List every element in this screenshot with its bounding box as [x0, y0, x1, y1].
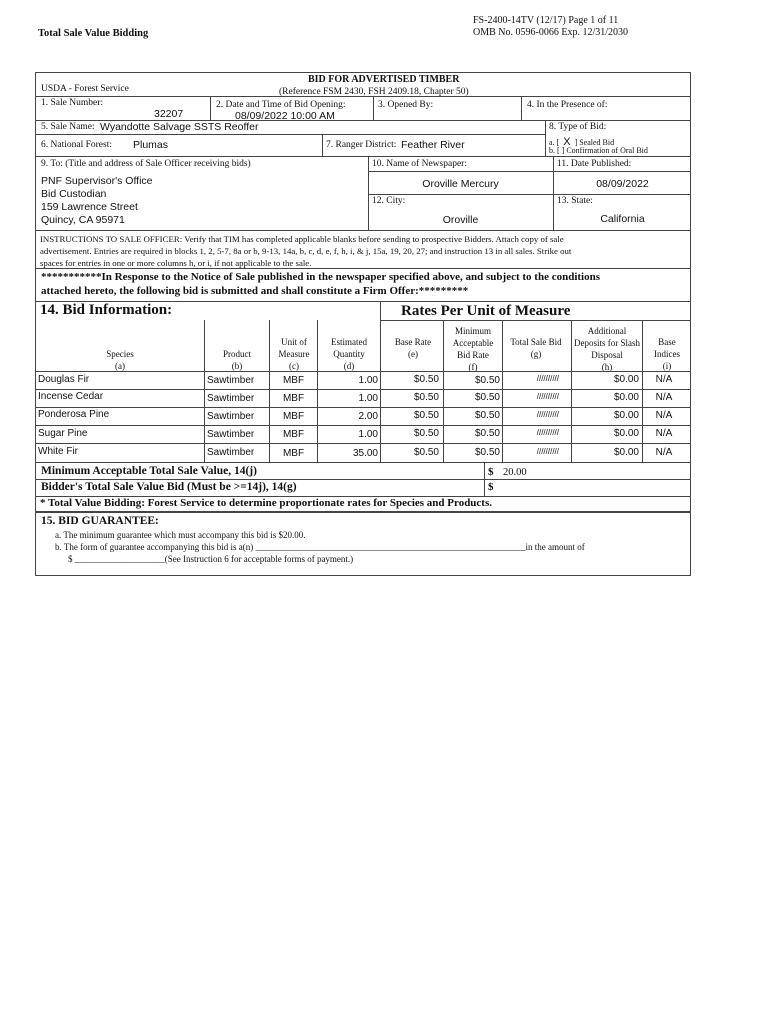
- bid-opening-label: 2. Date and Time of Bid Opening:: [216, 100, 346, 110]
- min-rate-cell[interactable]: $0.50: [474, 375, 500, 386]
- guarantee-line-c[interactable]: $ ____________________(See Instruction 6 for acceptable forms of payment.): [68, 554, 354, 564]
- col-deposits-label: Additional Deposits for Slash Disposal: [574, 326, 640, 360]
- instructions-line-2: advertisement. Entries are required in blocks 1, 2, 5-7, 8a or b, 9-13, 14a, b, c, d, e, f, h, i, & j, 15a, 19, 20, 27; and instruction 13 in all sales. Strike out: [40, 246, 572, 256]
- forest-field[interactable]: Plumas: [133, 139, 169, 151]
- col-product-label: Product: [223, 349, 251, 359]
- address-line-2[interactable]: Bid Custodian: [41, 188, 107, 200]
- deposit-cell[interactable]: $0.00: [613, 392, 639, 403]
- col-species-label: Species: [106, 349, 134, 359]
- species-cell[interactable]: Sugar Pine: [38, 428, 88, 439]
- col-unit-header: [271, 336, 317, 372]
- sealed-bid-check[interactable]: X: [563, 136, 571, 148]
- form-reference: (Reference FSM 2430, FSH 2409.18, Chapter 50): [279, 87, 469, 97]
- col-product-key: (b): [231, 361, 243, 371]
- base-rate-cell[interactable]: $0.50: [413, 447, 439, 458]
- min-total-label: Minimum Acceptable Total Sale Value, 14(j): [41, 465, 257, 477]
- form-heading: BID FOR ADVERTISED TIMBER: [308, 74, 460, 85]
- deposit-cell[interactable]: $0.00: [613, 447, 639, 458]
- species-cell[interactable]: Douglas Fir: [38, 374, 90, 385]
- quantity-cell[interactable]: 2.00: [358, 411, 378, 422]
- total-value-note: * Total Value Bidding: Forest Service to determine proportionate rates for Species and Products.: [40, 497, 493, 509]
- total-bid-cell[interactable]: //////////: [536, 392, 559, 401]
- address-line-4[interactable]: Quincy, CA 95971: [41, 214, 125, 226]
- newspaper-field[interactable]: Oroville Mercury: [422, 178, 499, 190]
- min-rate-cell[interactable]: $0.50: [474, 392, 500, 403]
- min-total-value: 20.00: [503, 467, 527, 478]
- deposit-cell[interactable]: $0.00: [613, 374, 639, 385]
- product-cell[interactable]: Sawtimber: [207, 375, 255, 386]
- min-total-dollar: $: [488, 466, 494, 478]
- form-id: FS-2400-14TV (12/17) Page 1 of 11: [473, 15, 619, 26]
- min-rate-cell[interactable]: $0.50: [474, 447, 500, 458]
- address-line-1[interactable]: PNF Supervisor's Office: [41, 175, 153, 187]
- indices-cell[interactable]: N/A: [655, 447, 673, 458]
- col-deposits-header: [574, 325, 640, 373]
- col-indices-label: Base Indices: [654, 337, 680, 359]
- quantity-cell[interactable]: 1.00: [358, 375, 378, 386]
- quantity-cell[interactable]: 1.00: [358, 429, 378, 440]
- presence-label: 4. In the Presence of:: [527, 100, 608, 110]
- bidder-total-dollar: $: [488, 481, 494, 493]
- base-rate-cell[interactable]: $0.50: [413, 392, 439, 403]
- species-cell[interactable]: Ponderosa Pine: [38, 409, 110, 420]
- min-rate-cell[interactable]: $0.50: [474, 428, 500, 439]
- omb-number: OMB No. 0596-0066 Exp. 12/31/2030: [473, 27, 628, 38]
- ranger-label: 7. Ranger District:: [326, 140, 397, 150]
- document-title: Total Sale Value Bidding: [38, 28, 149, 39]
- col-quantity-key: (d): [343, 361, 355, 371]
- product-cell[interactable]: Sawtimber: [207, 393, 255, 404]
- col-deposits-key: (h): [601, 362, 613, 372]
- col-min-rate-key: (f): [468, 362, 478, 372]
- sale-number-field[interactable]: 32207: [154, 108, 184, 120]
- col-unit-key: (c): [289, 361, 299, 371]
- deposit-cell[interactable]: $0.00: [613, 428, 639, 439]
- product-cell[interactable]: Sawtimber: [207, 411, 255, 422]
- bid-opening-field[interactable]: 08/09/2022 10:00 AM: [235, 110, 335, 122]
- unit-cell[interactable]: MBF: [282, 375, 305, 386]
- date-published-field[interactable]: 08/09/2022: [596, 178, 649, 190]
- indices-cell[interactable]: N/A: [655, 374, 673, 385]
- col-base-rate-header: [393, 336, 433, 360]
- unit-cell[interactable]: MBF: [282, 448, 305, 459]
- response-line-2: attached hereto, the following bid is submitted and shall constitute a Firm Offer:*********: [41, 285, 469, 297]
- species-cell[interactable]: White Fir: [38, 446, 78, 457]
- col-quantity-label: Estimated Quantity: [331, 337, 367, 359]
- species-cell[interactable]: Incense Cedar: [38, 391, 104, 402]
- indices-cell[interactable]: N/A: [655, 428, 673, 439]
- product-cell[interactable]: Sawtimber: [207, 447, 255, 458]
- col-total-header: [508, 336, 564, 360]
- total-bid-cell[interactable]: //////////: [536, 447, 559, 456]
- date-published-label: 11. Date Published:: [557, 159, 632, 169]
- type-bid-label: 8. Type of Bid:: [549, 122, 607, 132]
- col-total-key: (g): [530, 349, 542, 359]
- sealed-bid-prefix: a. [: [549, 138, 560, 147]
- col-base-rate-label: Base Rate: [394, 337, 432, 347]
- indices-cell[interactable]: N/A: [655, 392, 673, 403]
- base-rate-cell[interactable]: $0.50: [413, 374, 439, 385]
- total-bid-cell[interactable]: //////////: [536, 374, 559, 383]
- response-line-1: ***********In Response to the Notice of Sale published in the newspaper specified above, and subject to the conditions: [41, 271, 601, 283]
- col-min-rate-header: [446, 325, 500, 373]
- rates-title: Rates Per Unit of Measure: [401, 303, 571, 319]
- to-label: 9. To: (Title and address of Sale Officer receiving bids): [41, 159, 251, 169]
- ranger-field[interactable]: Feather River: [401, 139, 465, 151]
- sale-name-label: 5. Sale Name:: [41, 122, 95, 132]
- col-species-key: (a): [115, 361, 125, 371]
- city-label: 12. City:: [372, 196, 406, 206]
- guarantee-line-a: a. The minimum guarantee which must accompany this bid is $20.00.: [55, 530, 306, 540]
- guarantee-title: 15. BID GUARANTEE:: [41, 515, 159, 527]
- sale-number-label: 1. Sale Number:: [41, 98, 104, 108]
- indices-cell[interactable]: N/A: [655, 410, 673, 421]
- col-min-rate-label: Minimum Acceptable Bid Rate: [452, 326, 494, 360]
- address-line-3[interactable]: 159 Lawrence Street: [41, 201, 138, 213]
- sealed-bid-label: ] Sealed Bid: [574, 138, 615, 147]
- bid-section-title: 14. Bid Information:: [40, 302, 173, 318]
- col-quantity-header: [320, 336, 378, 372]
- quantity-cell[interactable]: 1.00: [358, 393, 378, 404]
- base-rate-cell[interactable]: $0.50: [413, 410, 439, 421]
- col-unit-label: Unit of Measure: [278, 337, 310, 359]
- quantity-cell[interactable]: 35.00: [352, 448, 378, 459]
- unit-cell[interactable]: MBF: [282, 411, 305, 422]
- unit-cell[interactable]: MBF: [282, 429, 305, 440]
- city-field[interactable]: Oroville: [442, 214, 479, 226]
- agency: USDA - Forest Service: [41, 84, 129, 94]
- state-field[interactable]: California: [600, 213, 645, 225]
- state-label: 13. State:: [557, 196, 593, 206]
- product-cell[interactable]: Sawtimber: [207, 429, 255, 440]
- total-bid-cell[interactable]: //////////: [536, 410, 559, 419]
- newspaper-label: 10. Name of Newspaper:: [372, 159, 467, 169]
- bidder-total-input[interactable]: [498, 481, 678, 494]
- oral-bid-option[interactable]: b. [ ] Confirmation of Oral Bid: [549, 146, 648, 155]
- col-total-label: Total Sale Bid: [510, 337, 562, 347]
- min-rate-cell[interactable]: $0.50: [474, 410, 500, 421]
- col-indices-header: [646, 336, 688, 372]
- total-bid-cell[interactable]: //////////: [536, 428, 559, 437]
- guarantee-line-b[interactable]: b. The form of guarantee accompanying this bid is a(n) ____________________________________________________________in the amount of: [55, 542, 585, 552]
- opened-by-label: 3. Opened By:: [378, 100, 434, 110]
- col-base-rate-key: (e): [408, 349, 418, 359]
- instructions-line-1: INSTRUCTIONS TO SALE OFFICER: Verify that TIM has completed applicable blanks before sending to prospective Bidders. Attach copy of sale: [40, 234, 564, 244]
- col-species-header: [36, 348, 204, 372]
- col-product-header: [205, 348, 269, 372]
- instructions-line-3: spaces for entries in one or more columns h, or i, if not applicable to the sale.: [40, 258, 312, 268]
- deposit-cell[interactable]: $0.00: [613, 410, 639, 421]
- sale-name-field[interactable]: Wyandotte Salvage SSTS Reoffer: [100, 121, 259, 133]
- forest-label: 6. National Forest:: [41, 140, 112, 150]
- bidder-total-label: Bidder's Total Sale Value Bid (Must be >=14j), 14(g): [41, 481, 297, 493]
- base-rate-cell[interactable]: $0.50: [413, 428, 439, 439]
- unit-cell[interactable]: MBF: [282, 393, 305, 404]
- col-indices-key: (i): [662, 361, 672, 371]
